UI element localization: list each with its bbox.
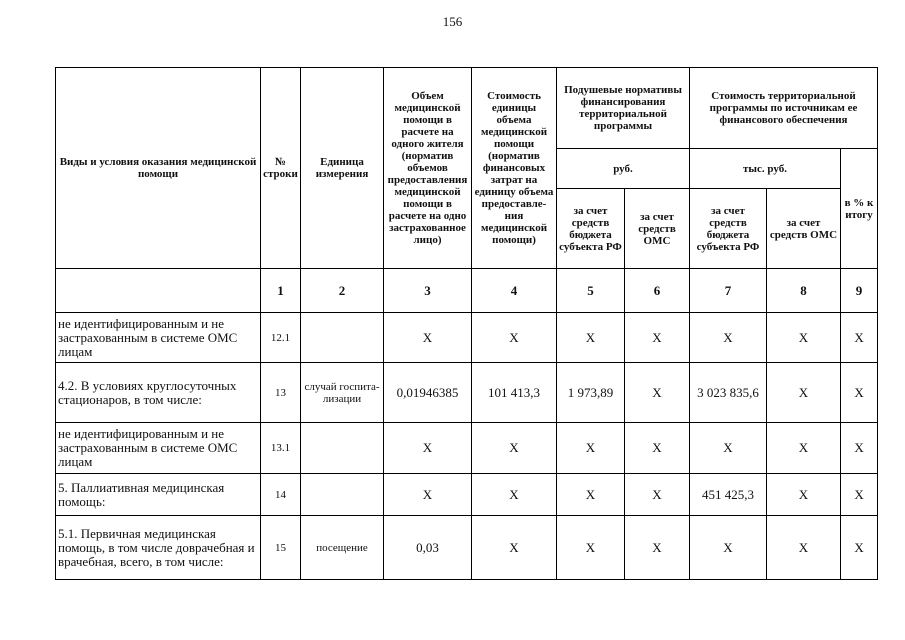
cell-cost: X bbox=[472, 474, 557, 516]
cell-rub-oms: X bbox=[625, 423, 690, 474]
cell-percent: X bbox=[841, 423, 878, 474]
cell-name: 5. Паллиативная медицинская помощь: bbox=[56, 474, 261, 516]
cell-row-no: 14 bbox=[261, 474, 301, 516]
column-number: 5 bbox=[557, 269, 625, 313]
cell-rub-budget: 1 973,89 bbox=[557, 363, 625, 423]
column-number: 4 bbox=[472, 269, 557, 313]
cell-trub-budget: 451 425,3 bbox=[690, 474, 767, 516]
column-number: 6 bbox=[625, 269, 690, 313]
cell-name: 4.2. В условиях круглосуточных стационаров, в том числе: bbox=[56, 363, 261, 423]
cell-unit: посещение bbox=[301, 516, 384, 580]
table-row bbox=[56, 516, 878, 580]
header-rub-oms: за счет средств ОМС bbox=[625, 189, 690, 269]
cell-trub-oms: X bbox=[767, 363, 841, 423]
cell-name: не идентифицированным и не застрахованным в системе ОМС лицам bbox=[56, 423, 261, 474]
cell-trub-oms: X bbox=[767, 516, 841, 580]
column-number: 7 bbox=[690, 269, 767, 313]
cell-percent: X bbox=[841, 474, 878, 516]
cell-rub-budget: X bbox=[557, 423, 625, 474]
cell-row-no: 13.1 bbox=[261, 423, 301, 474]
header-row-number: № строки bbox=[261, 68, 301, 269]
cell-unit bbox=[301, 423, 384, 474]
cell-cost: 101 413,3 bbox=[472, 363, 557, 423]
column-number: 9 bbox=[841, 269, 878, 313]
header-care-type: Виды и условия оказания медицинской помощи bbox=[56, 68, 261, 269]
cell-volume: X bbox=[384, 474, 472, 516]
cell-percent: X bbox=[841, 516, 878, 580]
cell-unit bbox=[301, 313, 384, 363]
cell-name: не идентифицированным и не застрахованным в системе ОМС лицам bbox=[56, 313, 261, 363]
cell-rub-oms: X bbox=[625, 313, 690, 363]
header-unit: Единица измерения bbox=[301, 68, 384, 269]
table-row bbox=[56, 363, 878, 423]
header-percent-total: в % к итогу bbox=[841, 149, 878, 269]
cell-trub-oms: X bbox=[767, 423, 841, 474]
header-program-cost: Стоимость территориальной программы по источникам ее финансового обеспечения bbox=[690, 68, 878, 149]
cell-trub-budget: X bbox=[690, 423, 767, 474]
cell-rub-oms: X bbox=[625, 474, 690, 516]
cell-volume: 0,03 bbox=[384, 516, 472, 580]
column-number: 1 bbox=[261, 269, 301, 313]
cell-trub-budget: 3 023 835,6 bbox=[690, 363, 767, 423]
cell-cost: X bbox=[472, 516, 557, 580]
header-thousand-rub: тыс. руб. bbox=[690, 149, 841, 189]
page-number: 156 bbox=[442, 14, 463, 29]
column-number: 2 bbox=[301, 269, 384, 313]
column-number: 3 bbox=[384, 269, 472, 313]
cell-row-no: 12.1 bbox=[261, 313, 301, 363]
table-row bbox=[56, 313, 878, 363]
header-trub-budget: за счет средств бюджета субъекта РФ bbox=[690, 189, 767, 269]
medical-care-table bbox=[55, 67, 878, 580]
table-row bbox=[56, 423, 878, 474]
cell-unit bbox=[301, 474, 384, 516]
table-row bbox=[56, 474, 878, 516]
cell-trub-oms: X bbox=[767, 313, 841, 363]
header-unit-cost: Стоимость единицы объема медицинской помощи (норматив финансовых затрат на единицу объема предоставле-ния медицинской помощи) bbox=[472, 68, 557, 269]
cell-cost: X bbox=[472, 313, 557, 363]
header-rub-budget: за счет средств бюджета субъекта РФ bbox=[557, 189, 625, 269]
cell-percent: X bbox=[841, 313, 878, 363]
cell-volume: 0,01946385 bbox=[384, 363, 472, 423]
cell-trub-budget: X bbox=[690, 516, 767, 580]
cell-row-no: 15 bbox=[261, 516, 301, 580]
cell-rub-oms: X bbox=[625, 363, 690, 423]
cell-rub-budget: X bbox=[557, 516, 625, 580]
header-volume: Объем медицинской помощи в расчете на одного жителя (норматив объемов предоставления медицинской помощи в расчете на одно застрахованное лицо) bbox=[384, 68, 472, 269]
cell-volume: X bbox=[384, 313, 472, 363]
cell-trub-oms: X bbox=[767, 474, 841, 516]
cell-cost: X bbox=[472, 423, 557, 474]
column-numbers-row bbox=[56, 269, 878, 313]
column-number bbox=[56, 269, 261, 313]
header-rub: руб. bbox=[557, 149, 690, 189]
header-trub-oms: за счет средств ОМС bbox=[767, 189, 841, 269]
header-per-capita: Подушевые нормативы финансирования территориальной программы bbox=[557, 68, 690, 149]
column-number: 8 bbox=[767, 269, 841, 313]
cell-rub-budget: X bbox=[557, 474, 625, 516]
cell-unit: случай госпита-лизации bbox=[301, 363, 384, 423]
cell-rub-oms: X bbox=[625, 516, 690, 580]
cell-trub-budget: X bbox=[690, 313, 767, 363]
cell-rub-budget: X bbox=[557, 313, 625, 363]
cell-row-no: 13 bbox=[261, 363, 301, 423]
cell-name: 5.1. Первичная медицинская помощь, в том числе доврачебная и врачебная, всего, в том числе: bbox=[56, 516, 261, 580]
cell-volume: X bbox=[384, 423, 472, 474]
cell-percent: X bbox=[841, 363, 878, 423]
